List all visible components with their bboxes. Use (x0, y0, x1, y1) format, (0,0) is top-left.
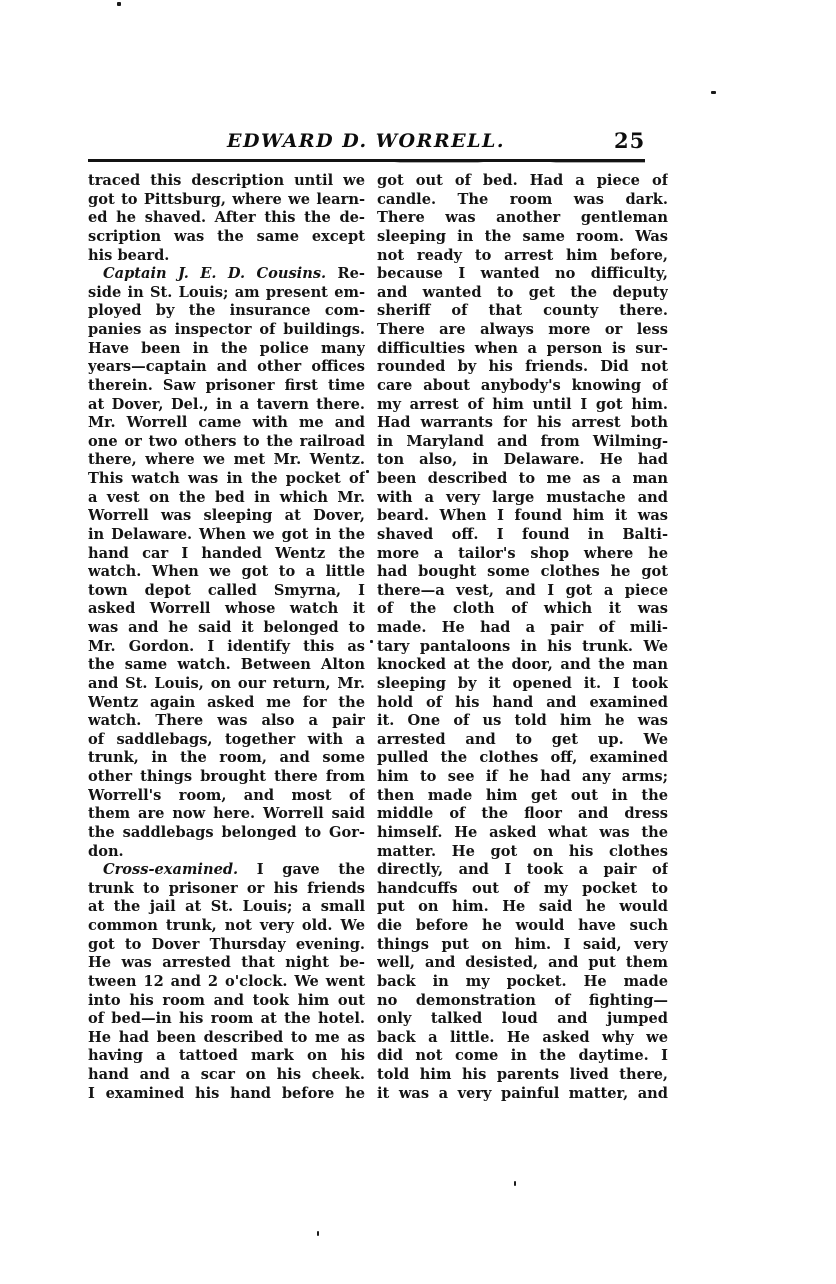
text-line: himself. He asked what was the (377, 823, 668, 841)
italic-text-segment: Cross-examined. (103, 861, 239, 879)
text-line: Worrell's room, and most of (88, 786, 365, 804)
text-line: got out of bed. Had a piece of (377, 172, 668, 189)
text-line: his beard. (88, 246, 170, 264)
text-line: handcuffs out of my pocket to (377, 879, 668, 897)
text-line: more a tailor's shop where he (377, 544, 668, 562)
ink-speck (711, 91, 716, 94)
text-line: side in St. Louis; am present em- (88, 283, 365, 301)
text-line: it was a very painful matter, and (377, 1084, 668, 1102)
text-line: years—captain and other offices (88, 358, 365, 376)
text-line: there, where we met Mr. Wentz. (88, 451, 365, 469)
text-line: directly, and I took a pair of (377, 861, 668, 879)
text-line: ployed by the insurance com- (88, 302, 365, 320)
text-line: There are always more or less (377, 321, 668, 338)
text-line: rounded by his friends. Did not (377, 358, 668, 376)
text-column-left (88, 172, 365, 1103)
text-line: made. He had a pair of mili- (377, 619, 668, 636)
text-line: having a tattoed mark on his (88, 1047, 365, 1065)
text-line: because I wanted no difficulty, (377, 265, 668, 283)
text-line: at Dover, Del., in a tavern there. (88, 395, 365, 413)
text-segment: Re- (326, 265, 365, 283)
text-line: don. (88, 842, 124, 860)
text-line (88, 265, 365, 284)
text-line: Worrell was sleeping at Dover, (88, 507, 365, 525)
italic-text-segment: Captain J. E. D. Cousins. (103, 265, 327, 283)
text-line: it. One of us told him he was (377, 712, 668, 730)
text-line: candle. The room was dark. (377, 190, 668, 208)
text-line: difficulties when a person is sur- (377, 339, 668, 357)
text-line: told him his parents lived there, (377, 1066, 668, 1083)
text-line: them are now here. Worrell said (88, 805, 365, 823)
text-segment: I gave the (238, 861, 365, 879)
text-line: pulled the clothes off, examined (377, 749, 668, 767)
running-header-title: EDWARD D. WORRELL. (226, 130, 506, 152)
text-line: scription was the same except (88, 227, 365, 245)
ink-speck (317, 1231, 319, 1236)
text-line: hand car I handed Wentz the (88, 544, 365, 562)
text-line: hold of his hand and examined (377, 693, 668, 711)
text-line: Mr. Worrell came with me and (88, 414, 365, 432)
text-line: shaved off. I found in Balti- (377, 525, 668, 543)
text-line: was and he said it belonged to (88, 619, 365, 636)
ink-speck (514, 1181, 516, 1186)
text-line: one or two others to the railroad (88, 432, 365, 450)
text-line: arrested and to get up. We (377, 730, 668, 748)
text-line: did not come in the daytime. I (377, 1047, 668, 1065)
text-line: trunk to prisoner or his friends (88, 879, 365, 897)
text-line: well, and desisted, and put them (377, 954, 668, 972)
ink-speck (117, 2, 121, 6)
text-line: not ready to arrest him before, (377, 246, 668, 264)
text-line: other things brought there from (88, 768, 365, 785)
text-line: Wentz again asked me for the (88, 693, 365, 711)
text-line: I examined his hand before he (88, 1084, 365, 1102)
text-line: Had warrants for his arrest both (377, 414, 668, 432)
text-line: Mr. Gordon. I identify this as (88, 637, 365, 655)
text-line: traced this description until we (88, 172, 365, 189)
text-line: This watch was in the pocket of (88, 470, 365, 487)
text-line: only talked loud and jumped (377, 1010, 668, 1028)
text-line: town depot called Smyrna, I (88, 581, 365, 599)
text-line: got to Dover Thursday evening. (88, 935, 365, 953)
text-line: watch. When we got to a little (88, 563, 365, 581)
text-line: He was arrested that night be- (88, 954, 365, 972)
text-line: trunk, in the room, and some (88, 749, 365, 767)
page-number: 25 (614, 128, 646, 153)
text-line: There was another gentleman (377, 209, 668, 227)
text-line: in Maryland and from Wilming- (377, 432, 668, 450)
ink-speck (370, 640, 373, 643)
text-line: ton also, in Delaware. He had (377, 451, 668, 469)
text-line: been described to me as a man (377, 470, 668, 487)
text-line: things put on him. I said, very (377, 935, 668, 953)
text-line: in Delaware. When we got in the (88, 525, 365, 543)
text-line: beard. When I found him it was (377, 507, 668, 525)
text-line: and wanted to get the deputy (377, 283, 668, 301)
text-line: the same watch. Between Alton (88, 656, 365, 674)
text-line: Have been in the police many (88, 339, 365, 357)
text-line: die before he would have such (377, 917, 668, 934)
text-line: middle of the floor and dress (377, 805, 668, 823)
text-line: knocked at the door, and the man (377, 656, 668, 674)
text-line: put on him. He said he would (377, 898, 668, 916)
text-column-right (377, 172, 668, 1103)
text-line: of the cloth of which it was (377, 600, 668, 618)
text-line: sleeping in the same room. Was (377, 227, 668, 245)
ink-speck (366, 470, 369, 473)
text-line: ed he shaved. After this the de- (88, 209, 365, 227)
text-line: then made him get out in the (377, 786, 668, 804)
text-line: had bought some clothes he got (377, 563, 668, 581)
text-line: with a very large mustache and (377, 488, 668, 506)
text-line: of saddlebags, together with a (88, 730, 365, 748)
text-line: of bed—in his room at the hotel. (88, 1010, 365, 1028)
text-line: sleeping by it opened it. I took (377, 674, 668, 692)
text-line: back a little. He asked why we (377, 1028, 668, 1046)
text-line: watch. There was also a pair (88, 712, 365, 730)
text-line: him to see if he had any arms; (377, 768, 668, 785)
text-line: common trunk, not very old. We (88, 917, 365, 934)
text-line: no demonstration of fighting— (377, 991, 668, 1009)
text-line: hand and a scar on his cheek. (88, 1066, 365, 1083)
text-line: a vest on the bed in which Mr. (88, 488, 365, 506)
text-line: sheriff of that county there. (377, 302, 668, 320)
text-line: matter. He got on his clothes (377, 842, 668, 860)
text-line: at the jail at St. Louis; a small (88, 898, 365, 916)
text-line: into his room and took him out (88, 991, 365, 1009)
text-line: care about anybody's knowing of (377, 376, 668, 394)
header-rule (88, 159, 645, 162)
text-line: back in my pocket. He made (377, 972, 668, 990)
text-line: asked Worrell whose watch it (88, 600, 365, 618)
text-line: panies as inspector of buildings. (88, 321, 365, 338)
text-line: tween 12 and 2 o'clock. We went (88, 972, 365, 990)
text-line: my arrest of him until I got him. (377, 395, 668, 413)
text-line: therein. Saw prisoner first time (88, 376, 365, 394)
text-line: got to Pittsburg, where we learn- (88, 190, 365, 208)
text-line: tary pantaloons in his trunk. We (377, 637, 668, 655)
text-line: the saddlebags belonged to Gor- (88, 823, 365, 841)
text-line (88, 861, 365, 880)
text-line: and St. Louis, on our return, Mr. (88, 674, 365, 692)
text-line: there—a vest, and I got a piece (377, 581, 668, 599)
text-line: He had been described to me as (88, 1028, 365, 1046)
